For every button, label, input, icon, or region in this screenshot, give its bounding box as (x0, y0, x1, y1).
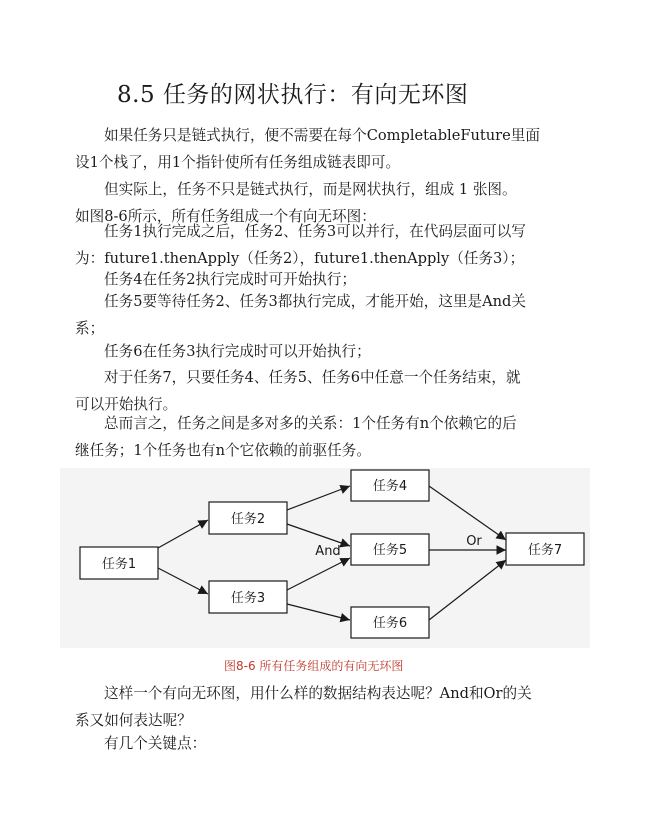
node-label-5: 任务5 (372, 543, 408, 558)
paragraph (75, 730, 595, 757)
edge-3-5 (287, 558, 350, 590)
paragraph-line: 有几个关键点： (104, 735, 207, 752)
paragraph-line: 系； (75, 320, 105, 337)
node-label-2: 任务2 (230, 512, 266, 527)
node-label-1: 任务1 (101, 557, 137, 572)
edge-4-7 (429, 486, 506, 540)
label-or: Or (466, 534, 482, 549)
paragraph-line: 任务5要等待任务2、任务3都执行完成，才能开始，这里是And关 (104, 293, 526, 310)
paragraph-line: 这样一个有向无环图，用什么样的数据结构表达呢？And和Or的关 (104, 685, 532, 702)
section-title: 8.5 任务的网状执行：有向无环图 (117, 82, 469, 108)
paragraph-line: 对于任务7，只要任务4、任务5、任务6中任意一个任务结束，就 (104, 369, 521, 386)
paragraph-line: 总而言之，任务之间是多对多的关系：1个任务有n个依赖它的后 (104, 415, 517, 432)
paragraph (75, 680, 595, 734)
dag-diagram (60, 468, 590, 648)
paragraph (75, 410, 595, 464)
edge-1-3 (158, 568, 208, 594)
edge-2-5 (287, 524, 350, 546)
label-and: And (315, 544, 341, 559)
figure-caption: 图8-6 所有任务组成的有向无环图 (224, 659, 404, 673)
paragraph-line: 任务6在任务3执行完成时可以开始执行； (104, 343, 371, 360)
paragraph-line: 如果任务只是链式执行，便不需要在每个CompletableFuture里面 (104, 127, 540, 144)
paragraph (75, 122, 595, 176)
paragraph-line: 设1个栈了，用1个指针使所有任务组成链表即可。 (75, 154, 401, 171)
paragraph (75, 218, 595, 272)
node-label-4: 任务4 (372, 479, 408, 494)
paragraph-line: 但实际上，任务不只是链式执行，而是网状执行，组成 1 张图。 (104, 181, 517, 198)
paragraph-line: 如图8-6所示，所有任务组成一个有向无环图： (75, 208, 376, 225)
paragraph-line: 继任务；1个任务也有n个它依赖的前驱任务。 (75, 442, 371, 459)
paragraph-line: 为：future1.thenApply（任务2），future1.thenApply（任务3）； (75, 250, 525, 267)
edge-3-6 (287, 604, 350, 620)
node-label-7: 任务7 (527, 543, 563, 558)
paragraph-line: 可以开始执行。 (75, 396, 178, 413)
paragraph (75, 338, 595, 365)
edge-6-7 (429, 560, 506, 620)
paragraph-line: 任务4在任务2执行完成时可开始执行； (104, 271, 357, 288)
node-label-3: 任务3 (230, 591, 266, 606)
edge-1-2 (158, 520, 208, 548)
paragraph-line: 系又如何表达呢？ (75, 712, 192, 729)
node-label-6: 任务6 (372, 616, 408, 631)
paragraph (75, 288, 595, 342)
edge-2-4 (287, 486, 350, 510)
paragraph-line: 任务1执行完成之后，任务2、任务3可以并行，在代码层面可以写 (104, 223, 526, 240)
